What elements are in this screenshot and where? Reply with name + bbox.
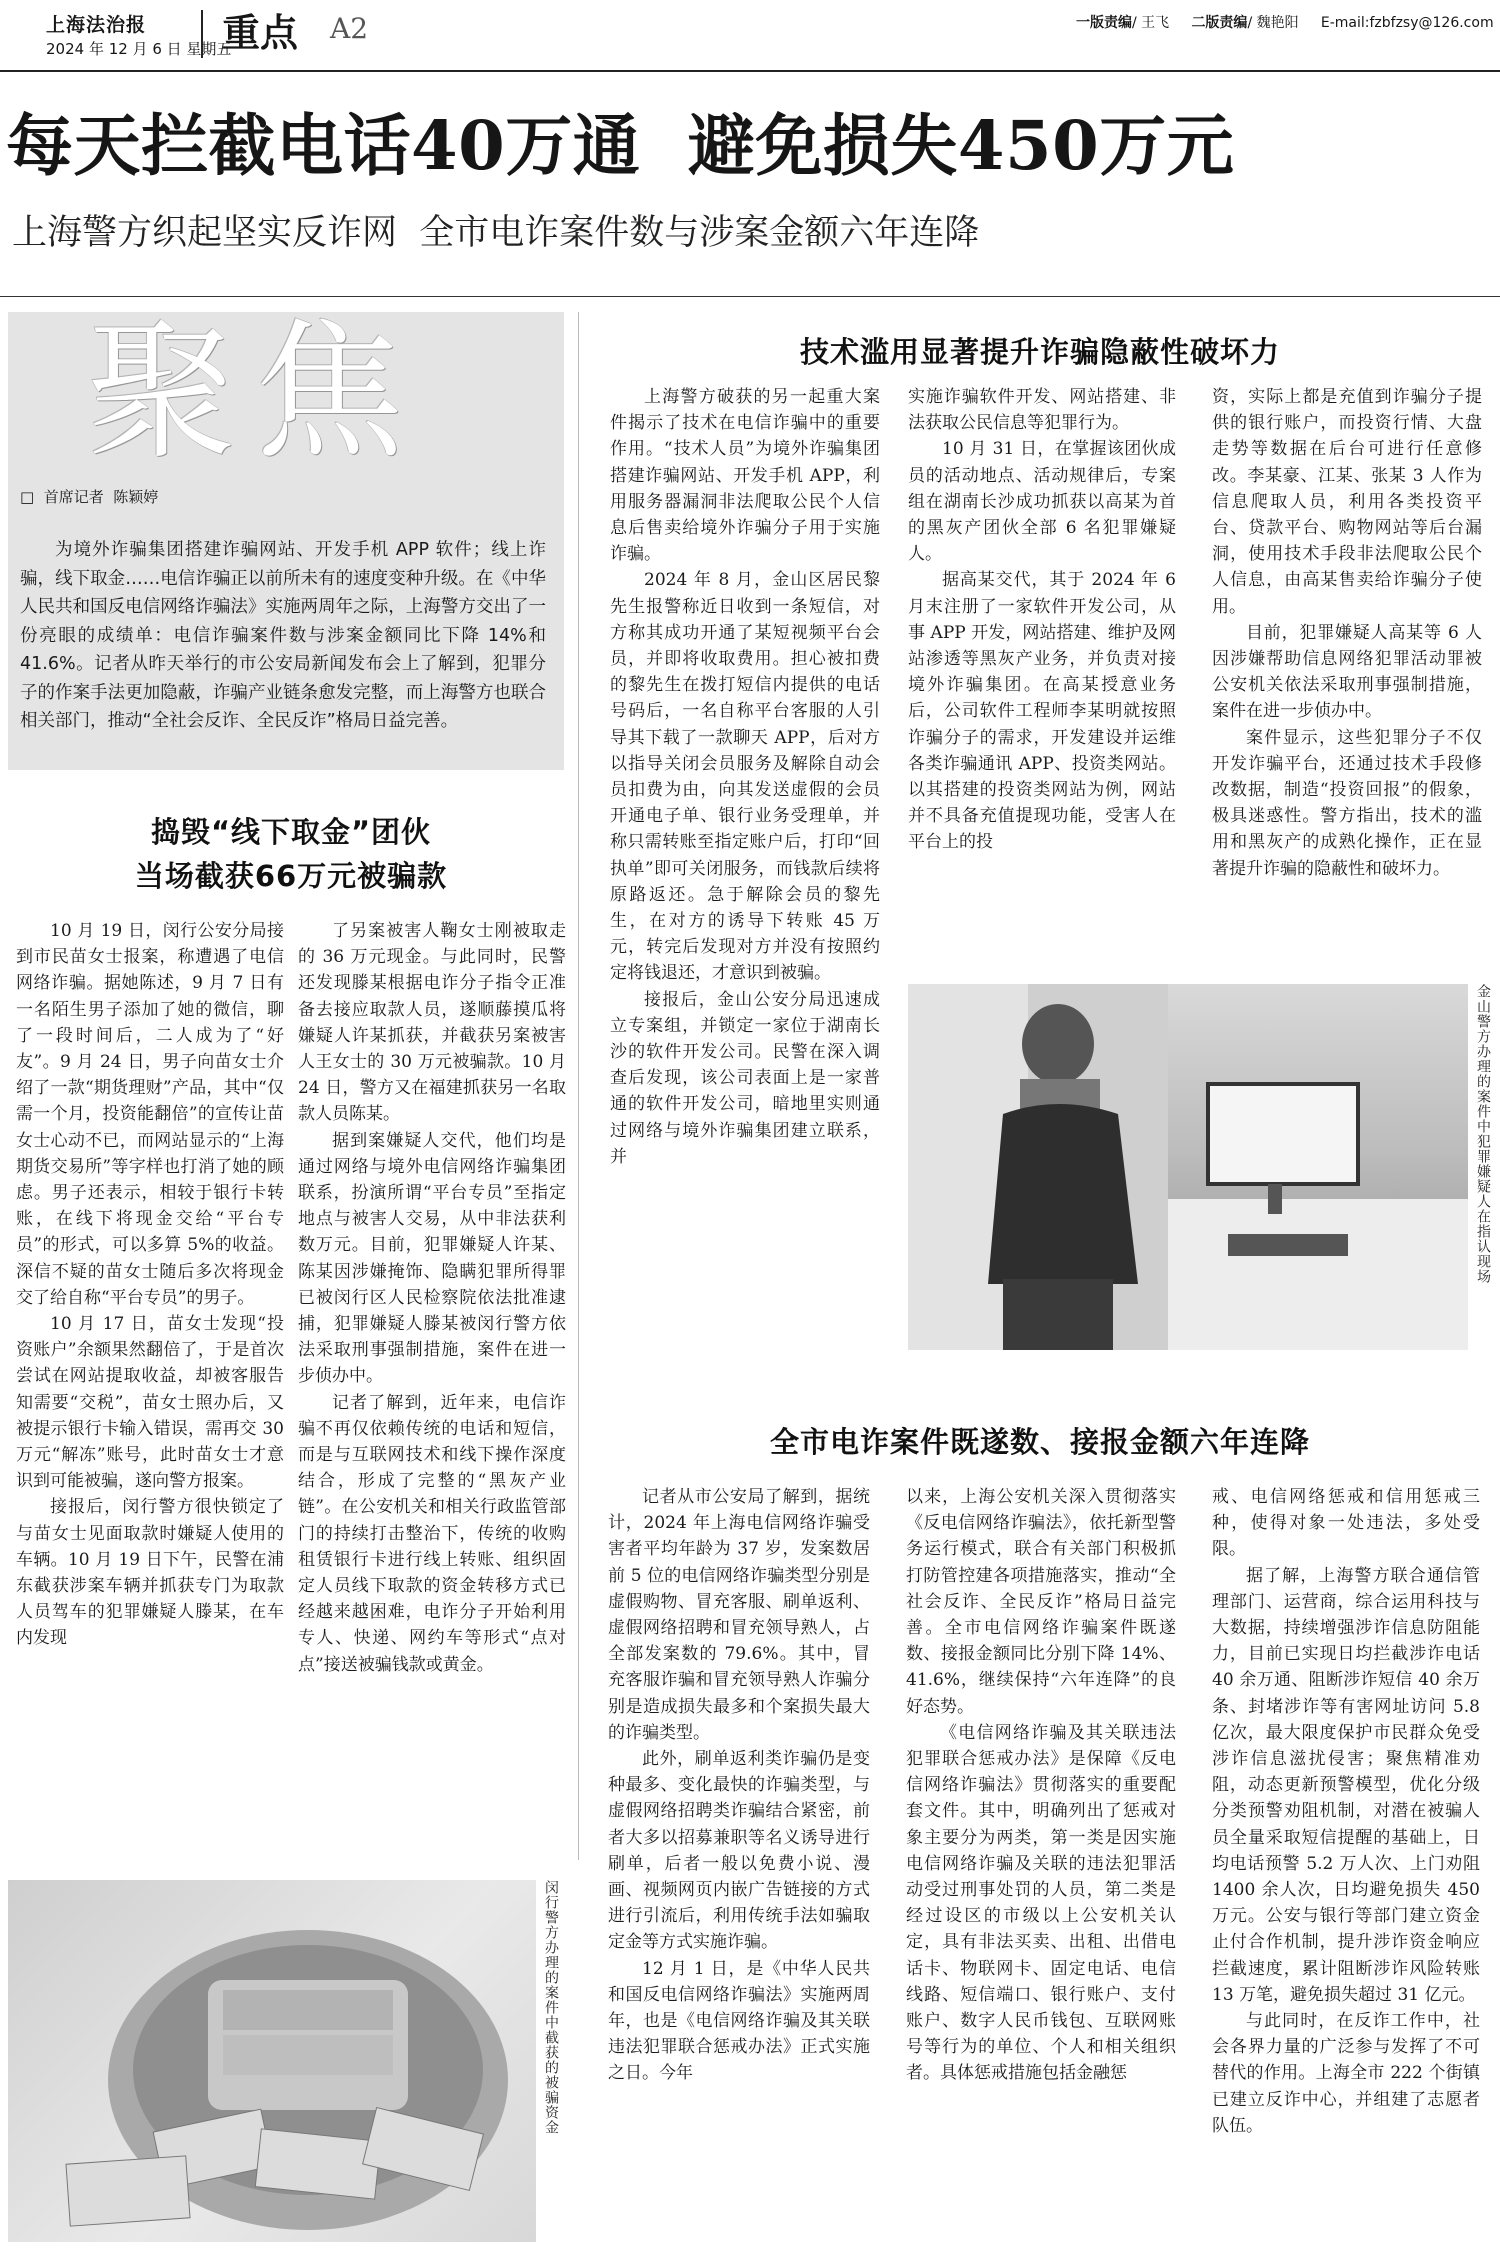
issue-date: 2024 年 12 月 6 日 星期五	[46, 40, 232, 58]
paragraph: 戒、电信网络惩戒和信用惩戒三种，使得对象一处违法，多处受限。	[1212, 1487, 1480, 1560]
paragraph: 资，实际上都是充值到诈骗分子提供的银行账户，而投资行情、大盘走势等数据在后台可进行任意修改。李某豪、江某、张某 3 人作为信息爬取人员，利用各类投资平台、贷款平台、购物网站等后台漏洞，使用技术手段非法爬取公民个人信息，由高某售卖给诈骗分子使用。	[1212, 387, 1482, 617]
byline: □ 首席记者 陈颖婷	[20, 488, 159, 506]
editor2-label: 二版责编	[1191, 15, 1248, 31]
story2-col1	[610, 384, 880, 1334]
lead-text: 为境外诈骗集团搭建诈骗网站、开发手机 APP 软件；线上诈骗，线下取金……电信诈骗正以前所未有的速度变种升级。在《中华人民共和国反电信网络诈骗法》实施两周年之际，上海警方交出了一份亮眼的成绩单：电信诈骗案件数与涉案金额同比下降 14%和 41.6%。记者从昨天举行的市公安局新闻发布会上了解到，犯罪分子的作案手法更加隐蔽，诈骗产业链条愈发完整，而上海警方也联合相关部门，推动“全社会反诈、全民反诈”格局日益完善。	[20, 540, 546, 731]
masthead-rule	[0, 70, 1500, 72]
paragraph: 《电信网络诈骗及其关联违法犯罪联合惩戒办法》是保障《反电信网络诈骗法》贯彻落实的重要配套文件。其中，明确列出了惩戒对象主要分为两类，第一类是因实施电信网络诈骗及关联的违法犯罪活动受过刑事处罚的人员，第二类是经过设区的市级以上公安机关认定，具有非法买卖、出租、出借电话卡、物联网卡、固定电话、电信线路、短信端口、银行账户、支付账户、数字人民币钱包、互联网账号等行为的单位、个人和相关组织者。具体惩戒措施包括金融惩	[906, 1722, 1176, 2084]
suspect-scene-caption: 金山警方办理的案件中犯罪嫌疑人在指认现场	[1475, 984, 1491, 1284]
paragraph: 与此同时，在反诈工作中，社会各界力量的广泛参与发挥了不可替代的作用。上海全市 222 个街镇已建立反诈中心，并组建了志愿者队伍。	[1212, 2011, 1480, 2136]
story1-heading	[18, 810, 564, 898]
paragraph: 上海警方破获的另一起重大案件揭示了技术在电信诈骗中的重要作用。“技术人员”为境外诈骗集团搭建诈骗网站、开发手机 APP，利用服务器漏洞非法爬取公民个人信息后售卖给境外诈骗分子用于实施诈骗。	[610, 387, 880, 565]
lead-paragraph	[20, 536, 546, 736]
paragraph: 接报后，闵行警方很快锁定了与苗女士见面取款时嫌疑人使用的车辆。10 月 19 日下午，民警在浦东截获涉案车辆并抓获专门为取款人员驾车的犯罪嫌疑人滕某，在车内发现	[16, 1497, 284, 1649]
suspect-scene-photo	[908, 984, 1468, 1350]
paragraph: 10 月 19 日，闵行公安分局接到市民苗女士报案，称遭遇了电信网络诈骗。据她陈述，9 月 7 日有一名陌生男子添加了她的微信，聊了一段时间后，二人成为了“好友”。9 月 24 日，男子向苗女士介绍了一款“期货理财”产品，其中“仅需一个月，投资能翻倍”的宣传让苗女士心动不已，而网站显示的“上海期货交易所”等字样也打消了她的顾虑。男子还表示，相较于银行卡转账，在线下将现金交给“平台专员”的形式，可以多算 5%的收益。深信不疑的苗女士随后多次将现金交了给自称“平台专员”的男子。	[16, 921, 284, 1308]
paragraph: 实施诈骗软件开发、网站搭建、非法获取公民信息等犯罪行为。	[908, 387, 1176, 434]
paragraph: 据了解，上海警方联合通信管理部门、运营商，综合运用科技与大数据，持续增强涉诈信息防阻能力，目前已实现日均拦截涉诈电话 40 余万通、阻断涉诈短信 40 余万条、封堵涉诈等有害网址访问 5.8 亿次，最大限度保护市民群众免受涉诈信息滋扰侵害；聚焦精准劝阻，动态更新预警模型，优化分级分类预警劝阻机制，对潜在被骗人员全量采取短信提醒的基础上，日均电话预警 5.2 万人次、上门劝阻 1400 余人次，日均避免损失 450 万元。公安与银行等部门建立资金止付合作机制，提升涉诈资金响应拦截速度，累计阻断涉诈风险转账 13 万笔，避免损失超过 31 亿元。	[1212, 1565, 1480, 2005]
paragraph: 10 月 31 日，在掌握该团伙成员的活动地点、活动规律后，专案组在湖南长沙成功抓获以高某为首的黑灰产团伙全部 6 名犯罪嫌疑人。	[908, 439, 1176, 565]
editor-credits: 一版责编/ 王飞 二版责编/ 魏艳阳 E-mail:fzbfzsy@126.com	[1076, 15, 1494, 31]
story1-heading-line1: 捣毁“线下取金”团伙	[150, 815, 432, 849]
paragraph: 据到案嫌疑人交代，他们均是通过网络与境外电信网络诈骗集团联系，扮演所谓“平台专员”至指定地点与被害人交易，从中非法获利数万元。目前，犯罪嫌疑人许某、陈某因涉嫌掩饰、隐瞒犯罪所得罪已被闵行区人民检察院依法批准逮捕，犯罪嫌疑人滕某被闵行警方依法采取刑事强制措施，案件在进一步侦办中。	[298, 1130, 566, 1387]
masthead-divider	[201, 10, 203, 58]
story1-heading-line2: 当场截获66万元被骗款	[134, 859, 448, 893]
editor-email: E-mail:fzbfzsy@126.com	[1320, 15, 1494, 31]
seized-money-illustration	[8, 1880, 536, 2242]
paragraph: 记者从市公安局了解到，据统计，2024 年上海电信网络诈骗受害者平均年龄为 37 岁，发案数居前 5 位的电信网络诈骗类型分别是虚假购物、冒充客服、刷单返利、虚假网络招聘和冒充领导熟人，占全部发案数的 79.6%。其中，冒充客服诈骗和冒充领导熟人诈骗分别是造成损失最多和个案损失最大的诈骗类型。	[608, 1487, 870, 1743]
main-headline: 每天拦截电话40万通 避免损失450万元	[6, 106, 1235, 185]
paragraph: 2024 年 8 月，金山区居民黎先生报警称近日收到一条短信，对方称其成功开通了某短视频平台会员，并即将收取费用。担心被扣费的黎先生在拨打短信内提供的电话号码后，一名自称平台客服的人引导其下载了一款聊天 APP，后对方以指导关闭会员服务及解除自动会员扣费为由，向其发送虚假的会员开通电子单、银行业务受理单，并称只需转账至指定账户后，打印“回执单”即可关闭服务，而钱款后续将原路返还。急于解除会员的黎先生，在对方的诱导下转账 45 万元，转完后发现对方并没有按照约定将钱退还，才意识到被骗。	[610, 570, 880, 984]
editor2-name: 魏艳阳	[1256, 15, 1299, 31]
seized-money-caption: 闵行警方办理的案件中截获的被骗资金	[543, 1880, 559, 2135]
paragraph: 以来，上海公安机关深入贯彻落实《反电信网络诈骗法》，依托新型警务运行模式，联合有关部门积极抓打防管控建各项措施落实，推动“全社会反诈、全民反诈”格局日益完善。全市电信网络诈骗案件既遂数、接报金额同比分别下降 14%、41.6%，继续保持“六年连降”的良好态势。	[906, 1487, 1176, 1717]
story1-col1	[16, 918, 284, 1858]
paragraph: 10 月 17 日，苗女士发现“投资账户”余额果然翻倍了，于是首次尝试在网站提取收益，却被客服告知需要“交税”，苗女士照办后，又被提示银行卡输入错误，需再交 30 万元“解冻”账号，此时苗女士才意识到可能被骗，遂向警方报案。	[16, 1314, 284, 1492]
focus-logo: 聚焦	[86, 306, 423, 480]
suspect-scene-illustration	[908, 984, 1468, 1350]
paragraph: 了另案被害人鞠女士刚被取走的 36 万元现金。与此同时，民警还发现滕某根据电诈分子指令正准备去接应取款人员，遂顺藤摸瓜将嫌疑人许某抓获，并截获另案被害人王女士的 30 万元被骗款。10 月 24 日，警方又在福建抓获另一名取款人员陈某。	[298, 921, 566, 1125]
story2-heading: 技术滥用显著提升诈骗隐蔽性破坏力	[799, 335, 1280, 369]
story3-col2	[906, 1484, 1176, 2244]
paragraph: 目前，犯罪嫌疑人高某等 6 人因涉嫌帮助信息网络犯罪活动罪被公安机关依法采取刑事强制措施，案件在进一步侦办中。	[1212, 622, 1482, 722]
paragraph: 12 月 1 日，是《中华人民共和国反电信网络诈骗法》实施两周年，也是《电信网络诈骗及其关联违法犯罪联合惩戒办法》正式实施之日。今年	[608, 1958, 870, 2084]
story3-heading: 全市电诈案件既遂数、接报金额六年连降	[769, 1425, 1310, 1459]
paragraph: 据高某交代，其于 2024 年 6 月末注册了一家软件开发公司，从事 APP 开发，网站搭建、维护及网站渗透等黑灰产业务，并负责对接境外诈骗集团。在高某授意业务后，公司软件工程师李某明就按照诈骗分子的需求，开发建设并运维各类诈骗通讯 APP、投资类网站。以其搭建的投资类网站为例，网站并不具备充值提现功能，受害人在平台上的投	[908, 570, 1176, 853]
section-name: 重点	[222, 11, 299, 55]
paragraph: 接报后，金山公安分局迅速成立专案组，并锁定一家位于湖南长沙的软件开发公司。民警在深入调查后发现，该公司表面上是一家普通的软件开发公司，暗地里实则通过网络与境外诈骗集团建立联系，并	[610, 989, 880, 1167]
story2-col2	[908, 384, 1176, 974]
editor1-name: 王飞	[1141, 15, 1170, 31]
headline-rule	[0, 296, 1500, 297]
story3-col1	[608, 1484, 870, 2244]
paragraph: 此外，刷单返利类诈骗仍是变种最多、变化最快的诈骗类型，与虚假网络招聘类诈骗结合紧密，前者大多以招募兼职等名义诱导进行刷单，后者一般以免费小说、漫画、视频网页内嵌广告链接的方式进行引流后，利用传统手法如骗取定金等方式实施诈骗。	[608, 1749, 870, 1953]
page-number: A2	[330, 12, 369, 45]
sub-headline: 上海警方织起坚实反诈网 全市电诈案件数与涉案金额六年连降	[12, 213, 980, 253]
seized-money-photo	[8, 1880, 536, 2242]
paragraph: 案件显示，这些犯罪分子不仅开发诈骗平台，还通过技术手段修改数据，制造“投资回报”的假象，极具迷惑性。警方指出，技术的滥用和黑灰产的成熟化操作，正在显著提升诈骗的隐蔽性和破坏力。	[1212, 727, 1482, 879]
column-divider	[578, 312, 579, 1860]
story3-col3	[1212, 1484, 1480, 2244]
paragraph: 记者了解到，近年来，电信诈骗不再仅依赖传统的电话和短信，而是与互联网技术和线下操作深度结合，形成了完整的“黑灰产业链”。在公安机关和相关行政监管部门的持续打击整治下，传统的收购租赁银行卡进行线上转账、组织固定人员线下取款的资金转移方式已经越来越困难，电诈分子开始利用专人、快递、网约车等形式“点对点”接送被骗钱款或黄金。	[298, 1392, 566, 1675]
story2-col3	[1212, 384, 1482, 974]
editor1-label: 一版责编	[1076, 15, 1132, 31]
story1-col2	[298, 918, 566, 1858]
paper-name: 上海法治报	[46, 14, 147, 36]
